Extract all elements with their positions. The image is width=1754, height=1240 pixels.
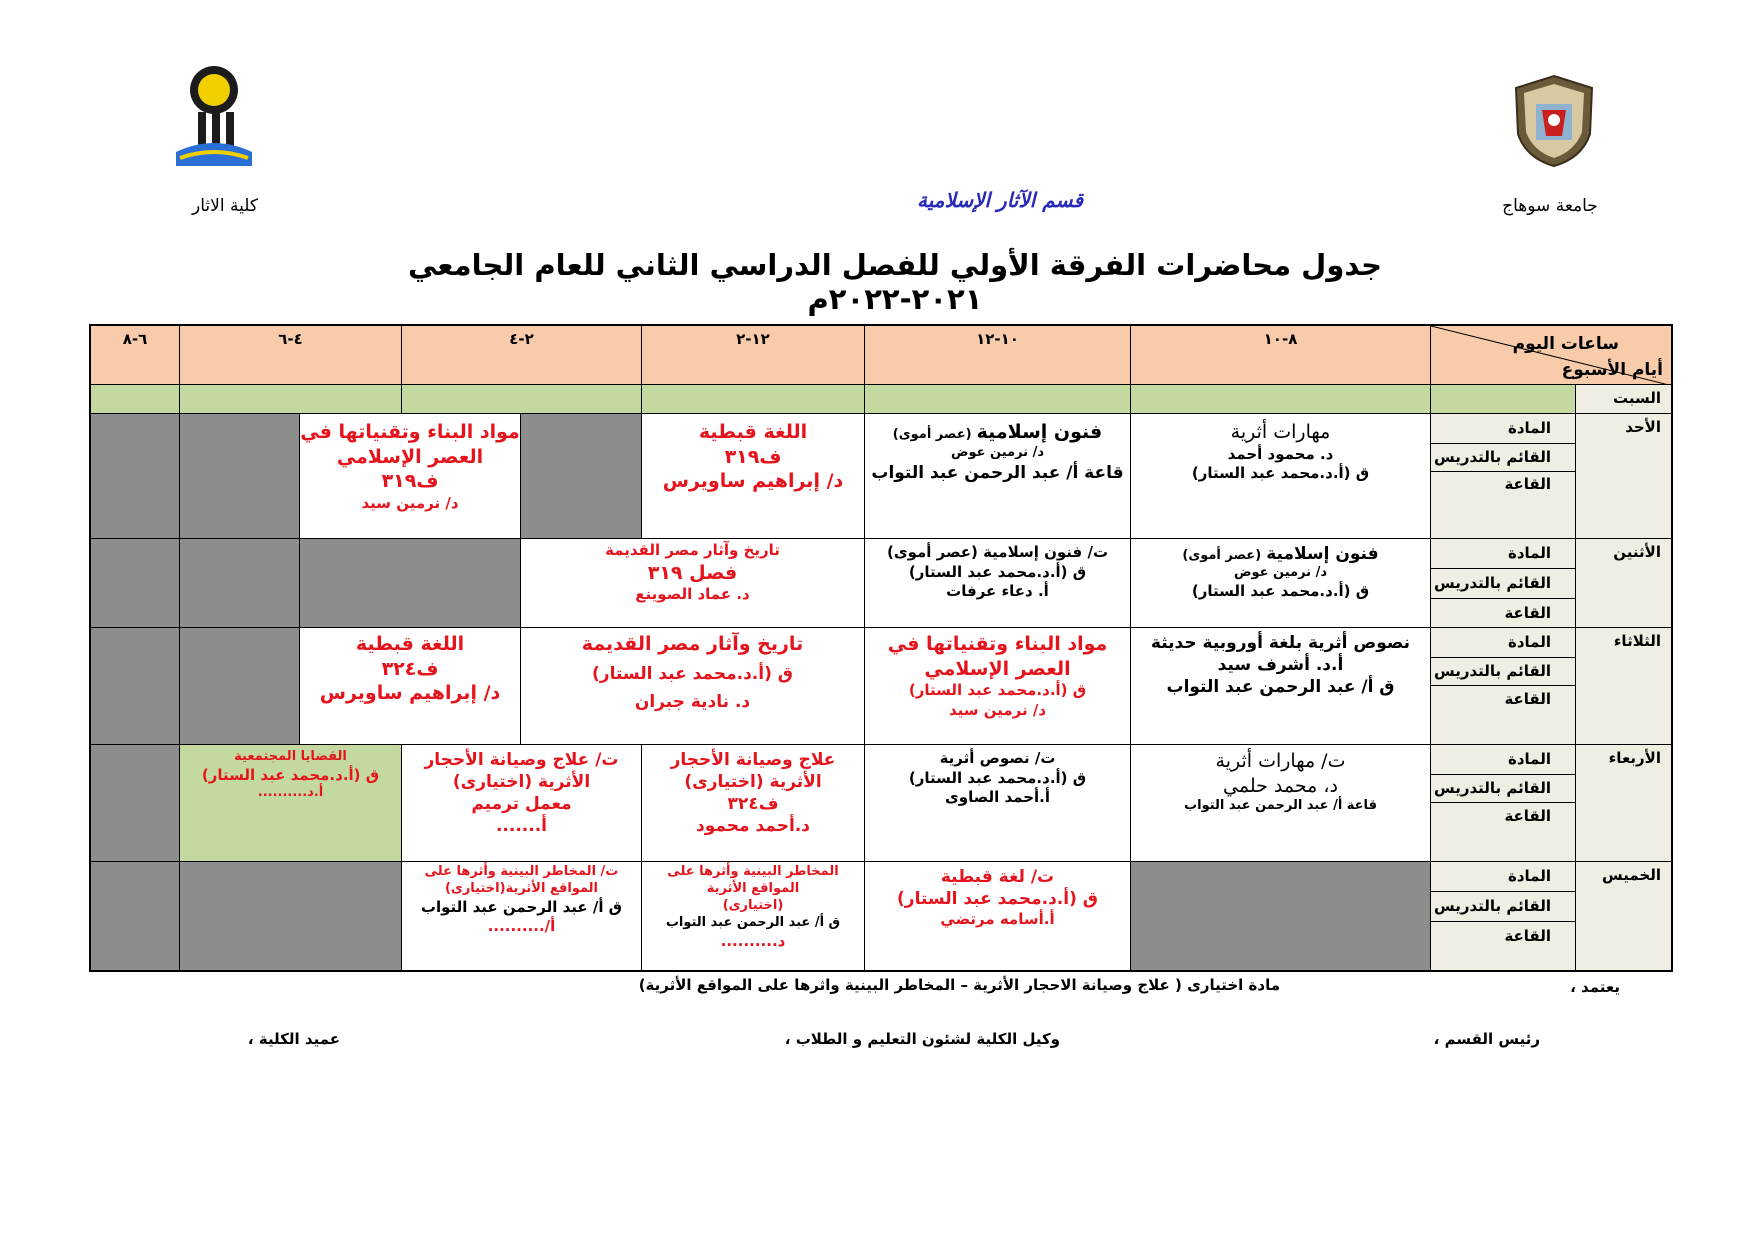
saturday-6-8 [90,384,180,414]
time-header-12-2: ١٢-٢ [641,325,865,385]
monday-12-4: تاريخ وآثار مصر القديمة فصل ٣١٩ د. عماد الصوينع [520,538,865,628]
dean-signature: عميد الكلية ، [247,1030,340,1048]
saturday-10-12 [864,384,1131,414]
monday-2-6-empty [299,538,521,628]
saturday-12-2 [641,384,865,414]
sunday-10-12: فنون إسلامية (عصر أموى) د/ نرمين عوض قاعة أ/ عبد الرحمن عبد التواب [864,413,1131,539]
tuesday-8-10: نصوص أثرية بلغة أوروبية حديثة أ.د. أشرف سيد ق أ/ عبد الرحمن عبد التواب [1130,627,1431,745]
sunday-sublabels: المادة القائم بالتدريس القاعة [1430,413,1576,539]
approve-label: يعتمد ، [1570,978,1620,996]
wednesday-12-2: علاج وصيانة الأحجار الأثرية (اختيارى) ف٣٢٤ د.أحمد محمود [641,744,865,862]
tuesday-10-12: مواد البناء وتقنياتها في العصر الإسلامي ق (أ.د.محمد عبد الستار) د/ نرمين سيد [864,627,1131,745]
time-header-8-10: ٨-١٠ [1130,325,1431,385]
day-thursday: الخميس [1575,861,1672,971]
thursday-10-12: ت/ لغة قبطية ق (أ.د.محمد عبد الستار) أ.أسامه مرتضي [864,861,1131,971]
page-title: جدول محاضرات الفرقة الأولي للفصل الدراسي الثاني للعام الجامعي ٢٠٢١-٢٠٢٢م [407,248,1383,316]
thursday-6-8-empty [90,861,180,971]
faculty-name: كلية الاثار [192,196,258,216]
university-name: جامعة سوهاج [1502,196,1598,216]
wednesday-6-8-empty [90,744,180,862]
tuesday-4-6-empty [179,627,300,745]
thursday-2-4: ت/ المخاطر البينية وأثرها على المواقع الأثرية(اختيارى) ق أ/ عبد الرحمن عبد التواب أ/.......... [401,861,642,971]
thursday-12-2: المخاطر البينية وأثرها على المواقع الأثرية (اختيارى) ق أ/ عبد الرحمن عبد التواب د.......... [641,861,865,971]
thursday-4-6-empty [179,861,402,971]
tuesday-2-6: اللغة قبطية ف٣٢٤ د/ إبراهيم ساويرس [299,627,521,745]
wednesday-sublabels: المادة القائم بالتدريس القاعة [1430,744,1576,862]
university-seal-logo [1512,74,1596,168]
sunday-8-10: مهارات أثرية د. محمود أحمد ق (أ.د.محمد عبد الستار) [1130,413,1431,539]
time-header-10-12: ١٠-١٢ [864,325,1131,385]
thursday-8-10-empty [1130,861,1431,971]
monday-8-10: فنون إسلامية (عصر أموى) د/ نرمين عوض ق (أ.د.محمد عبد الستار) [1130,538,1431,628]
vice-dean-signature: وكيل الكلية لشئون التعليم و الطلاب ، [784,1030,1060,1048]
day-wednesday: الأربعاء [1575,744,1672,862]
corner-days-label: أيام الأسبوع [1561,360,1663,380]
saturday-2-4 [401,384,642,414]
time-header-4-6: ٤-٦ [179,325,402,385]
wednesday-8-10: ت/ مهارات أثرية د، محمد حلمي قاعة أ/ عبد الرحمن عبد التواب [1130,744,1431,862]
elective-note: مادة اختيارى ( علاج وصيانة الاحجار الأثرية – المخاطر البينية واثرها على المواقع الأثرية) [638,976,1280,994]
monday-10-12: ت/ فنون إسلامية (عصر أموى) ق (أ.د.محمد عبد الستار) أ. دعاء عرفات [864,538,1131,628]
time-header-6-8: ٦-٨ [90,325,180,385]
wednesday-10-12: ت/ نصوص أثرية ق (أ.د.محمد عبد الستار) أ.أحمد الصاوى [864,744,1131,862]
time-header-2-4: ٢-٤ [401,325,642,385]
day-saturday: السبت [1575,384,1672,414]
day-tuesday: الثلاثاء [1575,627,1672,745]
monday-sublabels: المادة القائم بالتدريس القاعة [1430,538,1576,628]
saturday-8-10 [1130,384,1431,414]
sunday-6-8-empty [90,413,180,539]
corner-header-cell [1430,325,1672,385]
sunday-2-4-empty [520,413,642,539]
sunday-12-2: اللغة قبطية ف٣١٩ د/ إبراهيم ساويرس [641,413,865,539]
department-head-signature: رئيس القسم ، [1433,1030,1540,1048]
saturday-sublabel [1430,384,1576,414]
sunday-4-6: مواد البناء وتقنياتها في العصر الإسلامي ف٣١٩ د/ نرمين سيد [299,413,521,539]
sunday-4-6-empty [179,413,300,539]
thursday-sublabels: المادة القائم بالتدريس القاعة [1430,861,1576,971]
tuesday-sublabels: المادة القائم بالتدريس القاعة [1430,627,1576,745]
faculty-logo [170,62,258,172]
saturday-4-6 [179,384,402,414]
department-name: قسم الآثار الإسلامية [916,188,1084,212]
monday-6-8-empty [90,538,180,628]
wednesday-2-4: ت/ علاج وصيانة الأحجار الأثرية (اختيارى) معمل ترميم أ....... [401,744,642,862]
day-sunday: الأحد [1575,413,1672,539]
corner-hours-label: ساعات اليوم [1512,334,1619,354]
tuesday-12-4: تاريخ وآثار مصر القديمة ق (أ.د.محمد عبد الستار) د. نادية جبران [520,627,865,745]
day-monday: الأثنين [1575,538,1672,628]
monday-4-6-empty [179,538,300,628]
tuesday-6-8-empty [90,627,180,745]
wednesday-4-6: القضايا المجتمعية ق (أ.د.محمد عبد الستار) أ.د.......... [179,744,402,862]
